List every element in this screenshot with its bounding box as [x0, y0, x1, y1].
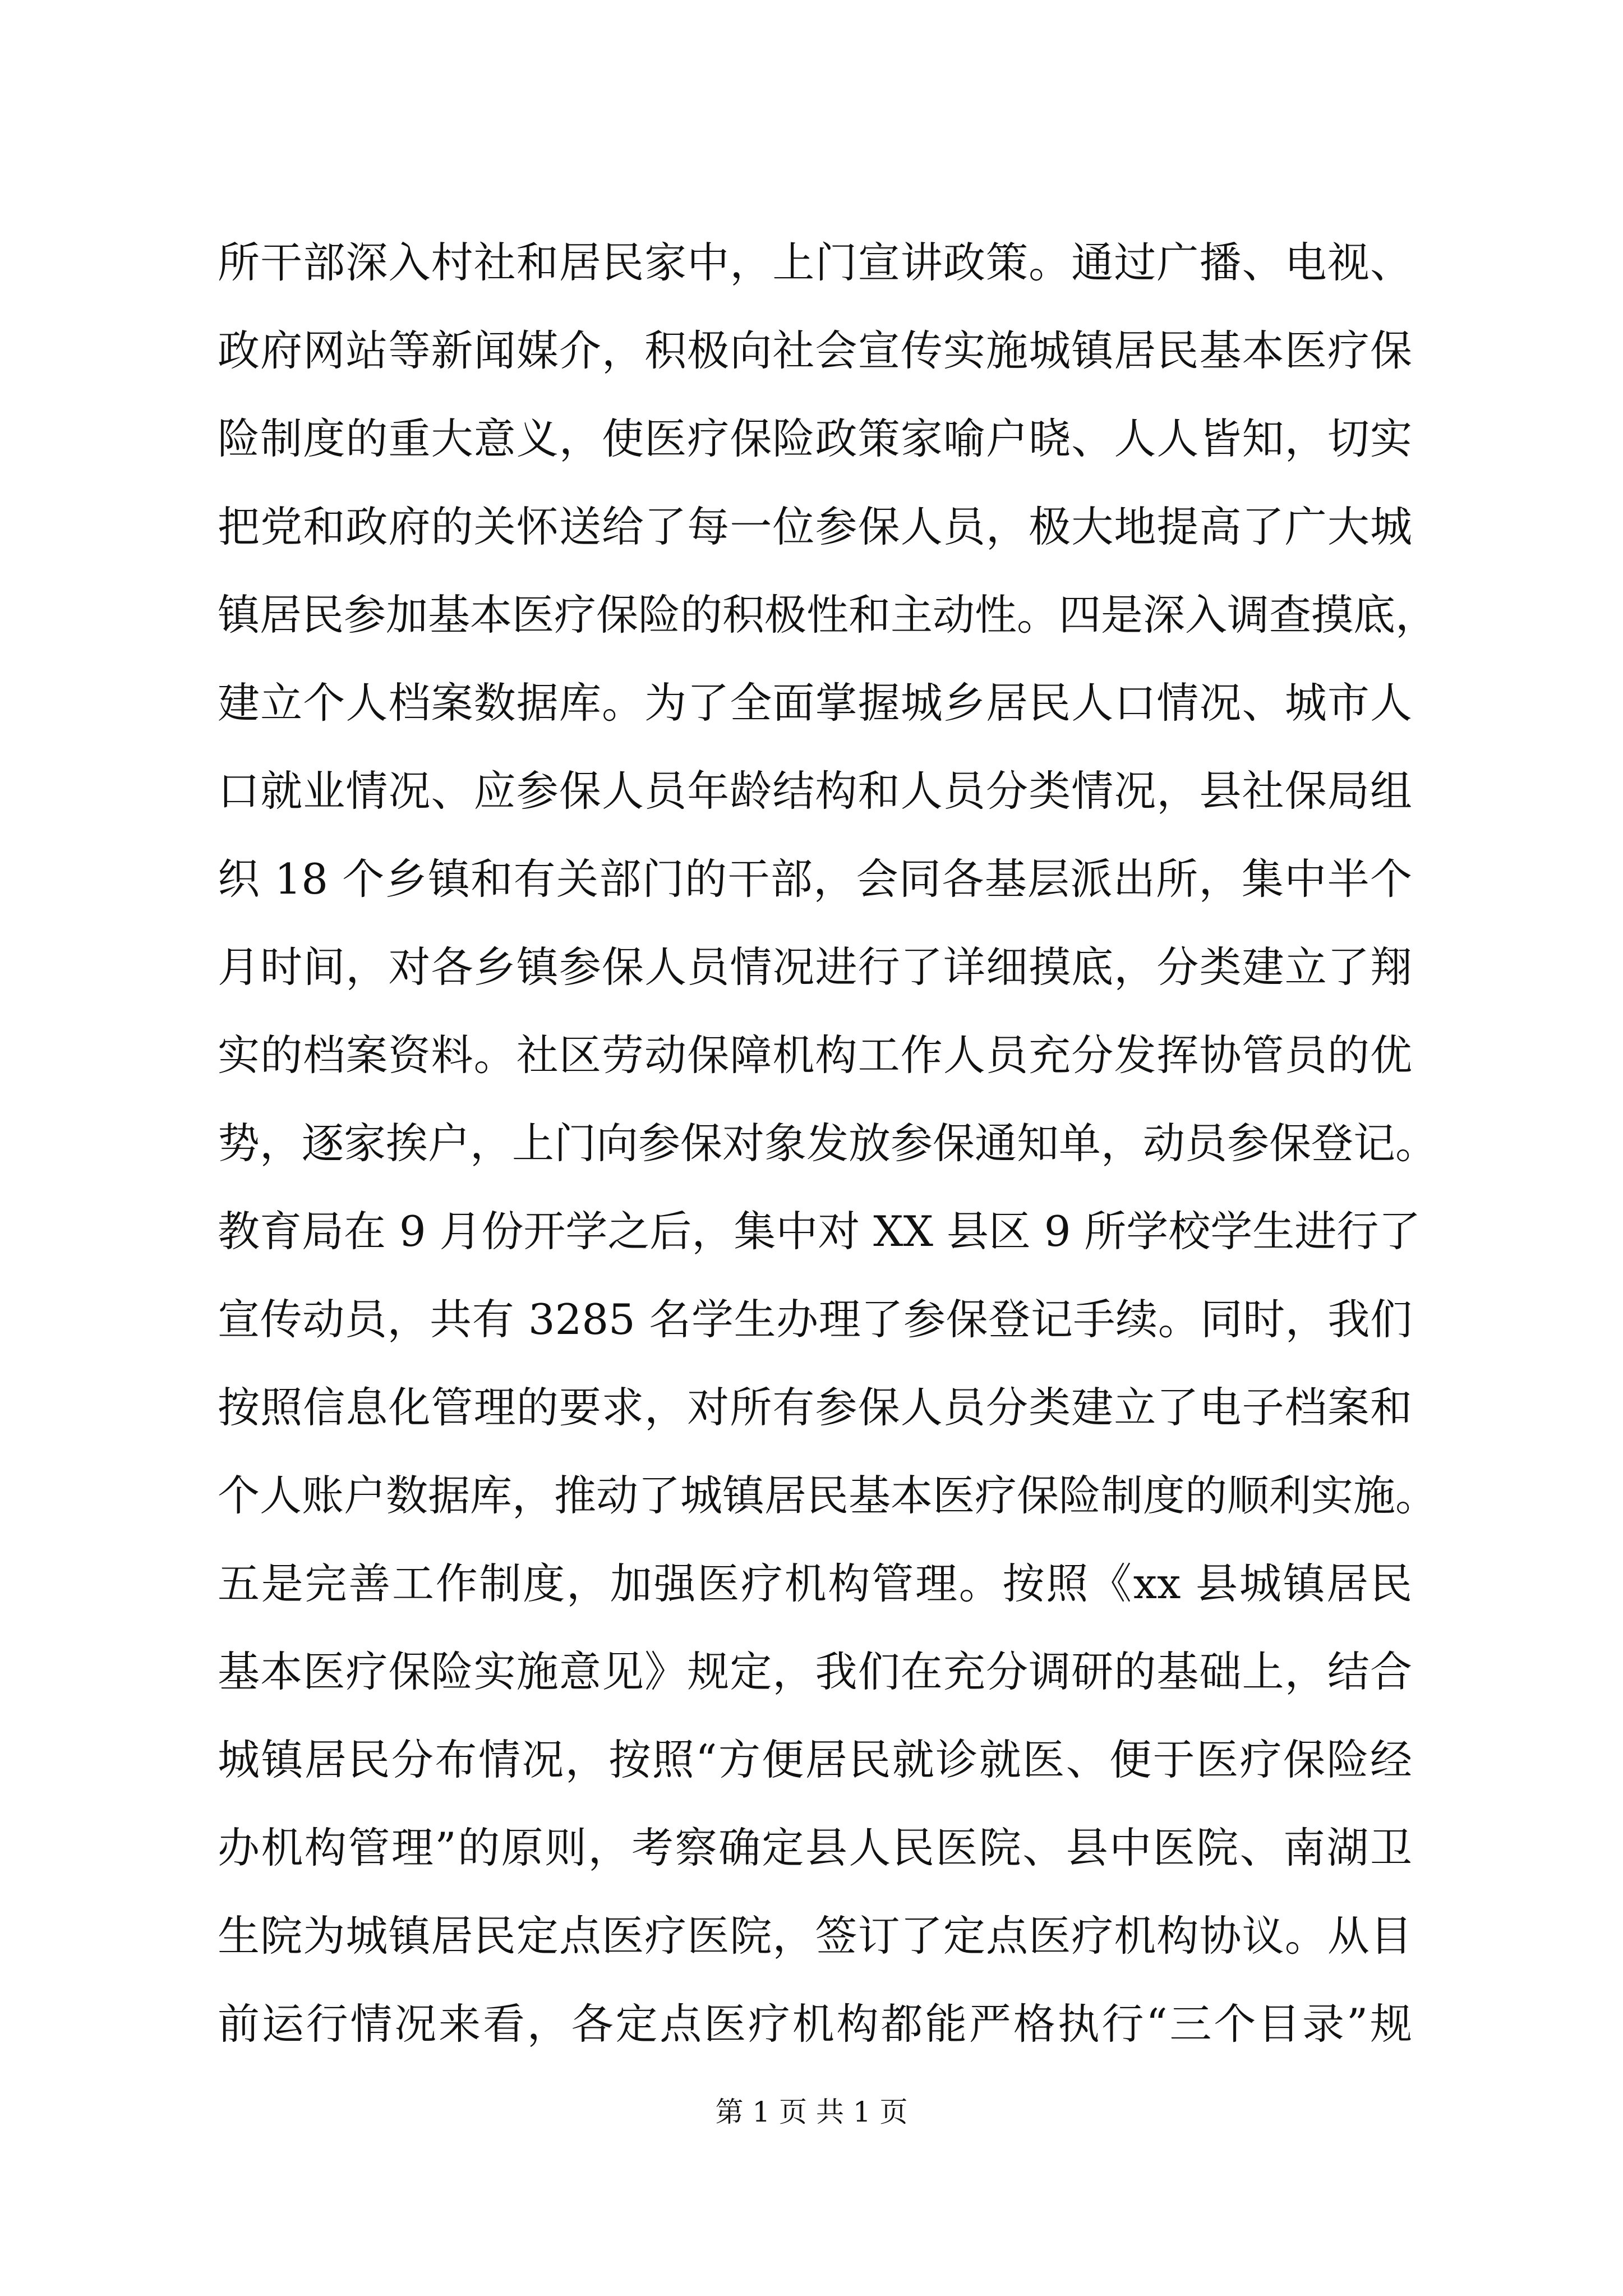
text-line: 实的档案资料。社区劳动保障机构工作人员充分发挥协管员的优: [218, 1030, 1412, 1080]
page-footer: 第 1 页 共 1 页: [715, 2096, 908, 2128]
text-line: 办机构管理”的原则，考察确定县人民医院、县中医院、南湖卫: [218, 1823, 1412, 1872]
text-line: 个人账户数据库，推动了城镇居民基本医疗保险制度的顺利实施。: [218, 1471, 1438, 1520]
text-line: 教育局在 9 月份开学之后，集中对 XX 县区 9 所学校学生进行了: [218, 1207, 1421, 1256]
text-line: 织 18 个乡镇和有关部门的干部，会同各基层派出所，集中半个: [218, 854, 1412, 904]
text-line: 镇居民参加基本医疗保险的积极性和主动性。四是深入调查摸底，: [218, 590, 1438, 639]
text-line: 按照信息化管理的要求，对所有参保人员分类建立了电子档案和: [218, 1383, 1412, 1432]
text-line: 建立个人档案数据库。为了全面掌握城乡居民人口情况、城市人: [218, 678, 1412, 728]
text-line: 基本医疗保险实施意见》规定，我们在充分调研的基础上，结合: [218, 1647, 1412, 1696]
text-line: 宣传动员，共有 3285 名学生办理了参保登记手续。同时，我们: [218, 1295, 1412, 1344]
text-line: 势，逐家挨户，上门向参保对象发放参保通知单，动员参保登记。: [218, 1119, 1438, 1168]
text-line: 五是完善工作制度，加强医疗机构管理。按照《xx 县城镇居民: [218, 1559, 1412, 1608]
text-line: 口就业情况、应参保人员年龄结构和人员分类情况，县社保局组: [218, 766, 1412, 816]
text-line: 把党和政府的关怀送给了每一位参保人员，极大地提高了广大城: [218, 502, 1412, 551]
text-line: 险制度的重大意义，使医疗保险政策家喻户晓、人人皆知，切实: [218, 414, 1412, 463]
text-line: 前运行情况来看，各定点医疗机构都能严格执行“三个目录”规: [218, 1999, 1412, 2049]
text-line: 政府网站等新闻媒介，积极向社会宣传实施城镇居民基本医疗保: [218, 326, 1412, 375]
text-line: 城镇居民分布情况，按照“方便居民就诊就医、便于医疗保险经: [218, 1735, 1412, 1784]
text-line: 月时间，对各乡镇参保人员情况进行了详细摸底，分类建立了翔: [218, 942, 1412, 992]
body-text: [218, 219, 1438, 2068]
text-line: 所干部深入村社和居民家中，上门宣讲政策。通过广播、电视、: [218, 238, 1412, 287]
text-line: 生院为城镇居民定点医疗医院，签订了定点医疗机构协议。从目: [218, 1911, 1412, 1961]
